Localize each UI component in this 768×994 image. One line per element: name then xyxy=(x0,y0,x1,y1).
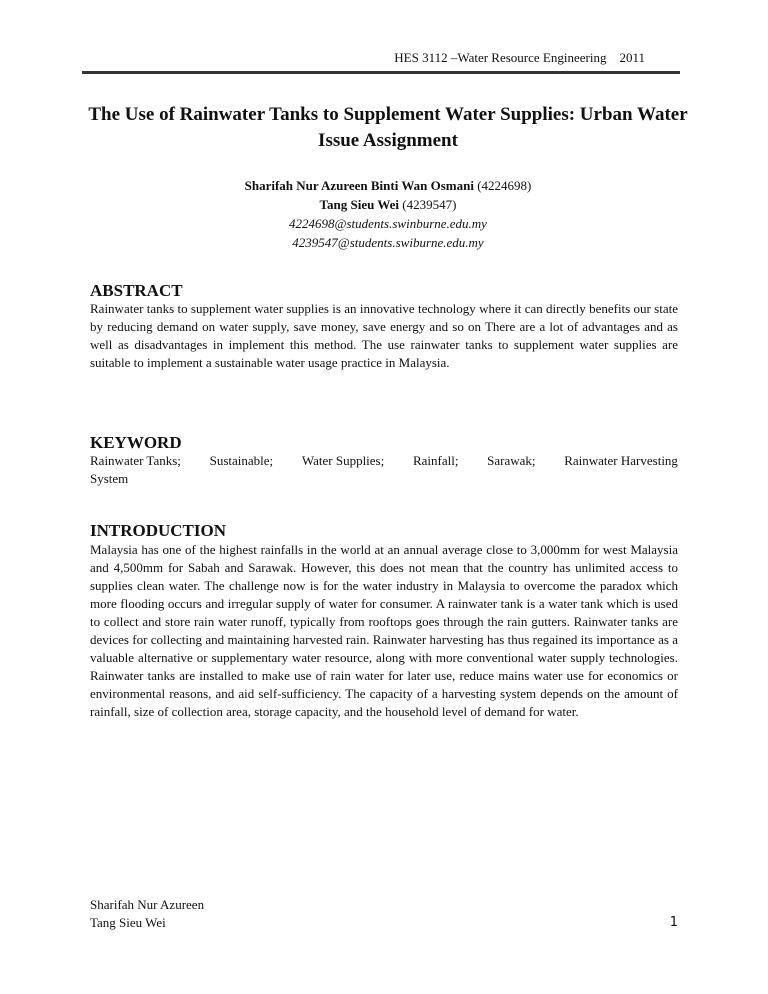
author-2-id: (4239547) xyxy=(402,197,457,212)
footer-author-2: Tang Sieu Wei xyxy=(90,915,166,930)
header-year: 2011 xyxy=(619,50,645,65)
header-course: HES 3112 –Water Resource Engineering xyxy=(394,50,607,65)
running-header xyxy=(90,50,645,66)
introduction-text: Malaysia has one of the highest rainfalls in the world at an annual average close to 3,000mm for west Malaysia and 4,500mm for Sabah and Sarawak. However, this does not mean that the country has unlimited access to supplies clean water. The challenge now is for the water industry in Malaysia to overcome the paradox which more flooding occurs and irregular supply of water for consumer. A rainwater tank is a water tank which is used to collect and store rain water runoff, typically from rooftops goes through the rain gutters. Rainwater tanks are devices for collecting and maintaining harvested rain. Rainwater harvesting has thus regained its importance as a valuable alternative or supplementary water resource, along with more conventional water supply technologies. Rainwater tanks are installed to make use of rain water for later use, reduce mains water use for economics or environmental reasons, and aid self-sufficiency. The capacity of a harvesting system depends on the amount of rainfall, size of collection area, storage capacity, and the household level of demand for water. xyxy=(90,542,678,719)
page-number: 1 xyxy=(669,915,678,930)
keyword-1: Rainwater Tanks; xyxy=(90,453,181,468)
author-2-name: Tang Sieu Wei xyxy=(319,197,400,212)
keyword-7: System xyxy=(90,471,129,486)
keyword-6: Rainwater Harvesting xyxy=(564,453,678,468)
author-1-id: (4224698) xyxy=(477,178,532,193)
author-2-email: 4239547@students.swiburne.edu.my xyxy=(292,235,484,250)
keyword-3: Water Supplies; xyxy=(301,453,385,468)
keyword-2: Sustainable; xyxy=(209,453,274,468)
footer-authors xyxy=(90,896,204,932)
abstract-heading: ABSTRACT xyxy=(90,281,183,300)
author-1-name: Sharifah Nur Azureen Binti Wan Osmani xyxy=(244,178,474,193)
keyword-5: Sarawak; xyxy=(487,453,536,468)
keyword-list xyxy=(90,452,678,488)
paper-title: The Use of Rainwater Tanks to Supplement Water Supplies: Urban Water Issue Assignment xyxy=(88,104,688,151)
keyword-4: Rainfall; xyxy=(412,453,459,468)
footer-author-1: Sharifah Nur Azureen xyxy=(90,897,205,912)
keyword-heading: KEYWORD xyxy=(90,433,182,452)
introduction-heading: INTRODUCTION xyxy=(90,521,227,540)
author-line-2 xyxy=(86,195,690,214)
author-block xyxy=(86,176,690,252)
author-1-email: 4224698@students.swinburne.edu.my xyxy=(289,216,487,231)
author-line-1 xyxy=(86,176,690,195)
header-rule xyxy=(82,71,680,74)
abstract-text: Rainwater tanks to supplement water supplies is an innovative technology where it can directly benefits our state by reducing demand on water supply, save money, save energy and so on There are a lot of advantages and as well as disadvantages in implement this method. The use rainwater tanks to supplement water supplies are suitable to implement a sustainable water usage practice in Malaysia. xyxy=(90,301,678,370)
